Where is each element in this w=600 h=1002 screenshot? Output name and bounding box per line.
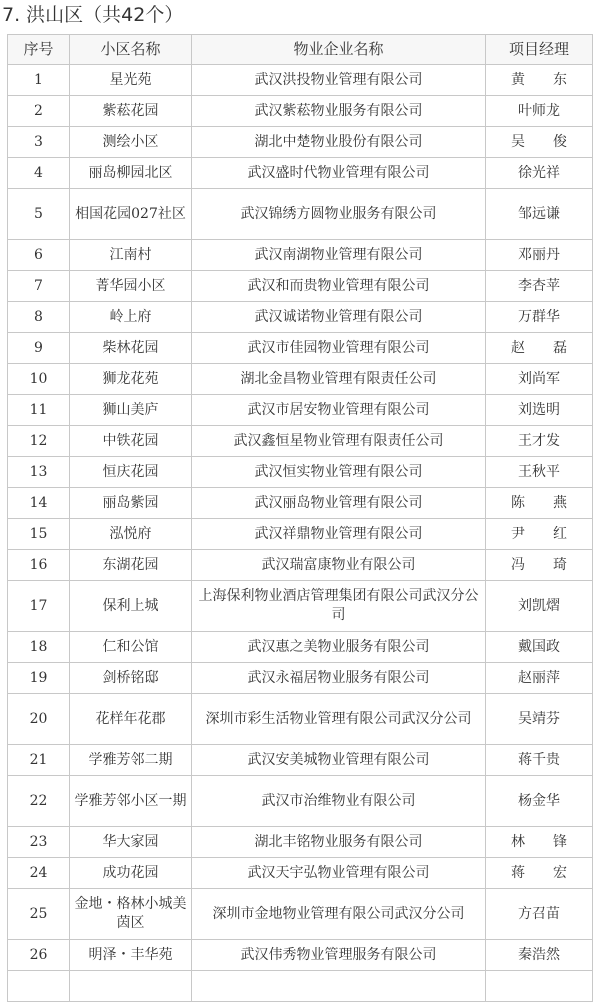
row-number: 18 [8,632,70,663]
table-row [8,971,593,1002]
company-name: 武汉祥鼎物业管理有限公司 [192,519,486,550]
table-row [8,457,593,488]
row-number: 7 [8,271,70,302]
community-name: 丽岛柳园北区 [70,158,192,189]
table-row [8,271,593,302]
company-name: 武汉安美城物业管理有限公司 [192,745,486,776]
column-header-community: 小区名称 [70,35,192,65]
table-row [8,632,593,663]
row-number: 19 [8,663,70,694]
row-number: 4 [8,158,70,189]
project-manager: 秦浩然 [486,940,593,971]
row-number: 9 [8,333,70,364]
company-name: 湖北中楚物业股份有限公司 [192,127,486,158]
row-number: 22 [8,776,70,827]
company-name: 深圳市彩生活物业管理有限公司武汉分公司 [192,694,486,745]
project-manager: 徐光祥 [486,158,593,189]
table-row [8,158,593,189]
company-name: 湖北金昌物业管理有限责任公司 [192,364,486,395]
project-manager: 万群华 [486,302,593,333]
project-manager: 李杏苹 [486,271,593,302]
community-name [70,971,192,1002]
table-row [8,550,593,581]
project-manager: 王才发 [486,426,593,457]
company-name: 武汉恒实物业管理有限公司 [192,457,486,488]
table-row [8,519,593,550]
table-row [8,581,593,632]
company-name: 武汉惠之美物业服务有限公司 [192,632,486,663]
project-manager: 方召苗 [486,889,593,940]
community-name: 测绘小区 [70,127,192,158]
table-row [8,827,593,858]
project-manager: 邓丽丹 [486,240,593,271]
row-number: 1 [8,65,70,96]
row-number: 20 [8,694,70,745]
row-number: 6 [8,240,70,271]
table-row [8,333,593,364]
community-name: 江南村 [70,240,192,271]
project-manager: 杨金华 [486,776,593,827]
row-number: 3 [8,127,70,158]
project-manager: 赵 磊 [486,333,593,364]
row-number: 23 [8,827,70,858]
table-row [8,127,593,158]
table-row [8,940,593,971]
company-name: 湖北丰铭物业服务有限公司 [192,827,486,858]
table-row [8,426,593,457]
table-row [8,189,593,240]
company-name: 武汉紫菘物业服务有限公司 [192,96,486,127]
row-number: 10 [8,364,70,395]
table-row [8,889,593,940]
project-manager [486,971,593,1002]
community-name: 柴林花园 [70,333,192,364]
community-name: 学雅芳邻二期 [70,745,192,776]
company-name [192,971,486,1002]
project-manager: 蒋千贵 [486,745,593,776]
company-name: 武汉盛时代物业管理有限公司 [192,158,486,189]
project-manager: 叶师龙 [486,96,593,127]
project-manager: 刘尚军 [486,364,593,395]
community-name: 保利上城 [70,581,192,632]
table-row [8,302,593,333]
community-name: 紫菘花园 [70,96,192,127]
company-name: 武汉永福居物业服务有限公司 [192,663,486,694]
community-name: 金地・格林小城美茵区 [70,889,192,940]
table-row [8,96,593,127]
company-name: 武汉丽岛物业管理有限公司 [192,488,486,519]
community-name: 菁华园小区 [70,271,192,302]
row-number: 5 [8,189,70,240]
project-manager: 赵丽萍 [486,663,593,694]
community-name: 泓悦府 [70,519,192,550]
project-manager: 刘选明 [486,395,593,426]
community-name: 明泽・丰华苑 [70,940,192,971]
company-name: 武汉市居安物业管理有限公司 [192,395,486,426]
company-name: 武汉天宇弘物业管理有限公司 [192,858,486,889]
community-name: 东湖花园 [70,550,192,581]
community-name: 华大家园 [70,827,192,858]
community-name: 丽岛紫园 [70,488,192,519]
project-manager: 吴靖芬 [486,694,593,745]
project-manager: 吴 俊 [486,127,593,158]
column-header-no: 序号 [8,35,70,65]
row-number: 21 [8,745,70,776]
community-name: 狮龙花苑 [70,364,192,395]
company-name: 深圳市金地物业管理有限公司武汉分公司 [192,889,486,940]
project-manager: 戴国政 [486,632,593,663]
project-manager: 刘凯熠 [486,581,593,632]
community-name: 狮山美庐 [70,395,192,426]
community-name: 花样年花郡 [70,694,192,745]
row-number: 26 [8,940,70,971]
column-header-manager: 项目经理 [486,35,593,65]
table-row [8,776,593,827]
column-header-company: 物业企业名称 [192,35,486,65]
company-name: 武汉市佳园物业管理有限公司 [192,333,486,364]
row-number: 14 [8,488,70,519]
table-row [8,694,593,745]
table-row [8,364,593,395]
table-row [8,395,593,426]
company-name: 武汉诚诺物业管理有限公司 [192,302,486,333]
table-row [8,745,593,776]
project-manager: 邹远谦 [486,189,593,240]
row-number: 12 [8,426,70,457]
property-management-table [7,34,593,1002]
row-number: 13 [8,457,70,488]
table-row [8,488,593,519]
row-number: 17 [8,581,70,632]
community-name: 恒庆花园 [70,457,192,488]
row-number: 24 [8,858,70,889]
project-manager: 蒋 宏 [486,858,593,889]
row-number: 11 [8,395,70,426]
row-number: 25 [8,889,70,940]
table-row [8,663,593,694]
company-name: 武汉锦绣方圆物业服务有限公司 [192,189,486,240]
community-name: 学雅芳邻小区一期 [70,776,192,827]
company-name: 武汉鑫恒星物业管理有限责任公司 [192,426,486,457]
community-name: 岭上府 [70,302,192,333]
row-number: 16 [8,550,70,581]
project-manager: 冯 琦 [486,550,593,581]
project-manager: 林 锋 [486,827,593,858]
project-manager: 陈 燕 [486,488,593,519]
project-manager: 王秋平 [486,457,593,488]
community-name: 成功花园 [70,858,192,889]
community-name: 剑桥铭邸 [70,663,192,694]
company-name: 武汉洪投物业管理有限公司 [192,65,486,96]
company-name: 武汉伟秀物业管理服务有限公司 [192,940,486,971]
row-number: 2 [8,96,70,127]
community-name: 相国花园027社区 [70,189,192,240]
company-name: 武汉和而贵物业管理有限公司 [192,271,486,302]
row-number: 8 [8,302,70,333]
table-row [8,240,593,271]
company-name: 上海保利物业酒店管理集团有限公司武汉分公司 [192,581,486,632]
company-name: 武汉市治维物业有限公司 [192,776,486,827]
community-name: 仁和公馆 [70,632,192,663]
table-header-row [8,35,593,65]
section-title: 7. 洪山区（共42个） [2,4,184,26]
project-manager: 黄 东 [486,65,593,96]
project-manager: 尹 红 [486,519,593,550]
row-number [8,971,70,1002]
row-number: 15 [8,519,70,550]
community-name: 星光苑 [70,65,192,96]
company-name: 武汉南湖物业管理有限公司 [192,240,486,271]
company-name: 武汉瑞富康物业有限公司 [192,550,486,581]
table-row [8,858,593,889]
community-name: 中铁花园 [70,426,192,457]
table-row [8,65,593,96]
